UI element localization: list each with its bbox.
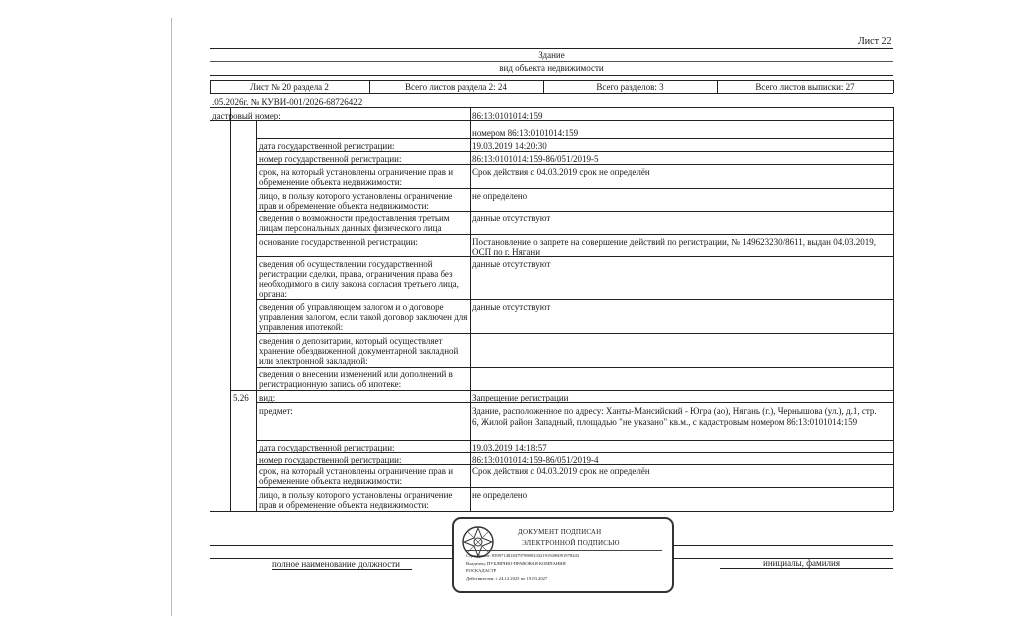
stamp-subtitle: ЭЛЕКТРОННОЙ ПОДПИСЬЮ [522,539,620,547]
table-cell-value: не определено [472,490,528,500]
table-cell-label: дата государственной регистрации: [259,443,395,453]
object-type-caption: вид объекта недвижимости [499,63,604,73]
table-cell-label: срок, на который установлены ограничение прав и обременение объекта недвижимости: [259,167,454,187]
table-cell-label: сведения об осуществлении государственной регистрации сделки, права, ограничения права без необходимого в силу закона согласия третьего лица, органа: [259,259,459,299]
stamp-certificate: Сертификат: 83997148184797998033321919490091978443 [466,553,580,558]
stamp-validity: Действителен: с 24.12.2025 по 19.03.2027 [466,576,548,581]
table-cell-value: 86:13:0101014:159-86/051/2019-5 [472,154,599,164]
sheet-label: Лист 22 [858,36,892,47]
table-cell-label: лицо, в пользу которого установлены ограничение прав и обременение объекта недвижимости: [259,490,453,510]
table-cell-label: дата государственной регистрации: [259,141,395,151]
stamp-owner-org: РОСКАДАСТР [466,568,497,573]
table-cell-label: номер государственной регистрации: [259,154,402,164]
cadastral-value: 86:13:0101014:159 [472,111,543,121]
table-cell-label: вид: [259,393,276,403]
name-caption: инициалы, фамилия [763,558,840,568]
table-bottom-rule [210,511,893,512]
sheet-of-section: Лист № 20 раздела 2 [250,82,329,92]
table-border-left [230,107,231,511]
table-cell-value: 19.03.2019 14:18:57 [472,443,547,453]
rule [210,107,893,108]
rule [210,75,893,76]
rule [210,80,893,81]
rule [210,120,893,121]
table-cell-label: основание государственной регистрации: [259,237,418,247]
table-cell-value: данные отсутствуют [472,213,551,223]
scan-edge [171,18,172,616]
table-cell-value: Постановление о запрете на совершение действий по регистрации, № 149623230/8611, выдан 04.03.2019, ОСП по г. Нягани [472,237,876,257]
table-cell-value: 19.03.2019 14:20:30 [472,141,547,151]
table-cell-label: сведения об управляющем залогом и о договоре управления залогом, если такой договор заключен для управления ипотекой: [259,302,468,332]
table-cell-value: данные отсутствуют [472,302,551,312]
cadastral-label: дастровый номер: [212,111,281,121]
table-cell-label: сведения о возможности предоставления третьим лицам персональных данных физического лица [259,213,450,233]
table-cell-label: сведения о внесении изменений или дополнений в регистрационную запись об ипотеке: [259,369,453,389]
section-divider [230,390,893,391]
table-cell-value: Срок действия с 04.03.2019 срок не определён [472,466,650,476]
rule [210,48,893,49]
position-caption: полное наименование должности [272,559,400,569]
table-cell-label: предмет: [259,406,293,416]
electronic-signature-stamp [452,517,674,593]
table-cell-label: номер государственной регистрации: [259,455,402,465]
total-sheets-extract: Всего листов выписки: 27 [755,82,855,92]
table-cell-label: лицо, в пользу которого установлены ограничение прав и обременение объекта недвижимости: [259,191,453,211]
table-cell-value: Здание, расположенное по адресу: Ханты-Мансийский - Югра (ао), Нягань (г.), Чернышова (ул.), д.1, стр. 6, Жилой район Западный, площадью "не указано" кв.м., с кадастровым номером 86:13:0101014:159 [472,406,877,427]
table-cell-value: номером 86:13:0101014:159 [472,128,579,138]
section-number: 5.26 [233,393,249,403]
document-reference: .05.2026г. № КУВИ-001/2026-68726422 [212,97,363,107]
object-type: Здание [538,50,565,60]
table-cell-value: Запрещение регистрации [472,393,569,403]
table-cell-value: данные отсутствуют [472,259,551,269]
total-sections: Всего разделов: 3 [596,82,664,92]
table-cell-label: срок, на который установлены ограничение прав и обременение объекта недвижимости: [259,466,454,486]
table-cell-value: 86:13:0101014:159-86/051/2019-4 [472,455,599,465]
table-border-right [893,107,894,511]
table-cell-value: Срок действия с 04.03.2019 срок не определён [472,167,650,177]
stamp-title: ДОКУМЕНТ ПОДПИСАН [518,528,602,536]
table-cell-label: сведения о депозитарии, который осуществляет хранение обездвиженной документарной закладной или электронной закладной: [259,336,459,366]
table-column-divider [470,107,471,511]
rule [210,61,893,62]
total-sheets-section: Всего листов раздела 2: 24 [405,82,507,92]
stamp-owner: Владелец: ПУБЛИЧНО-ПРАВОВАЯ КОМПАНИЯ [466,561,566,566]
table-cell-value: не определено [472,191,528,201]
rule [210,93,893,94]
